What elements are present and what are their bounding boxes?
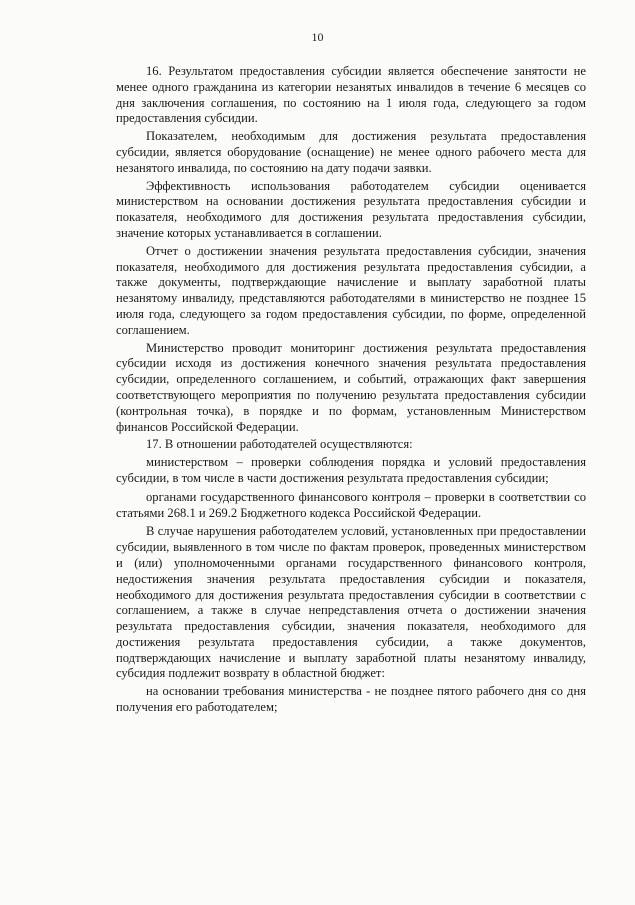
paragraph-ministry-checks: министерством – проверки соблюдения порядка и условий предоставления субсидии, в том числе в части достижения результата предоставления субсидии; [116,455,586,485]
paragraph-16-result: 16. Результатом предоставления субсидии является обеспечение занятости не менее одного гражданина из категории незанятых инвалидов в течение 6 месяцев со дня заключения соглашения, по состоянию на 1 июля года, следующего за годом предоставления субсидии. [116,64,586,126]
document-body [116,64,586,716]
paragraph-violation-return: В случае нарушения работодателем условий, установленных при предоставлении субсидии, выявленного в том числе по фактам проверок, проведенных министерством и (или) уполномоченными органами государственного финансового контроля, недостижения значения результата предоставления субсидии и показателя, необходимого для достижения результата предоставления субсидии в соответствии с соглашением, а также в случае непредставления отчета о достижении значения результата предоставления субсидии, значения показателя, необходимого для достижения результата предоставления субсидии, а также документов, подтверждающих начисление и выплату заработной платы незанятому инвалиду, субсидия подлежит возврату в областной бюджет: [116,524,586,681]
paragraph-ministry-requirement: на основании требования министерства - не позднее пятого рабочего дня со дня получения его работодателем; [116,684,586,715]
page-number: 10 [311,30,324,44]
paragraph-report: Отчет о достижении значения результата предоставления субсидии, значения показателя, необходимого для достижения результата предоставления субсидии, а также документы, подтверждающие начисление и выплату заработной платы незанятому инвалиду, представляются работодателями в министерство не позднее 15 июля года, следующего за годом предоставления субсидии, по форме, определенной соглашением. [116,243,586,337]
paragraph-financial-control: органами государственного финансового контроля – проверки в соответствии со статьями 268.1 и 269.2 Бюджетного кодекса Российской Федерации. [116,489,586,520]
paragraph-monitoring: Министерство проводит мониторинг достижения результата предоставления субсидии исходя из достижения конечного значения результата предоставления субсидии, определенного соглашением, и событий, отражающих факт завершения соответствующего мероприятия по получению результата предоставления субсидии (контрольная точка), в порядке и по формам, установленным Министерством финансов Российской Федерации. [116,340,586,434]
paragraph-17-heading: 17. В отношении работодателей осуществляются: [146,437,413,452]
paragraph-indicator: Показателем, необходимым для достижения результата предоставления субсидии, является оборудование (оснащение) не менее одного рабочего места для незанятого инвалида, по состоянию на дату подачи заявки. [116,129,586,175]
paragraph-efficiency: Эффективность использования работодателем субсидии оценивается министерством на основании достижения результата предоставления субсидии и показателя, необходимого для достижения результата предоставления субсидии, значение которых устанавливается в соглашении. [116,178,586,240]
